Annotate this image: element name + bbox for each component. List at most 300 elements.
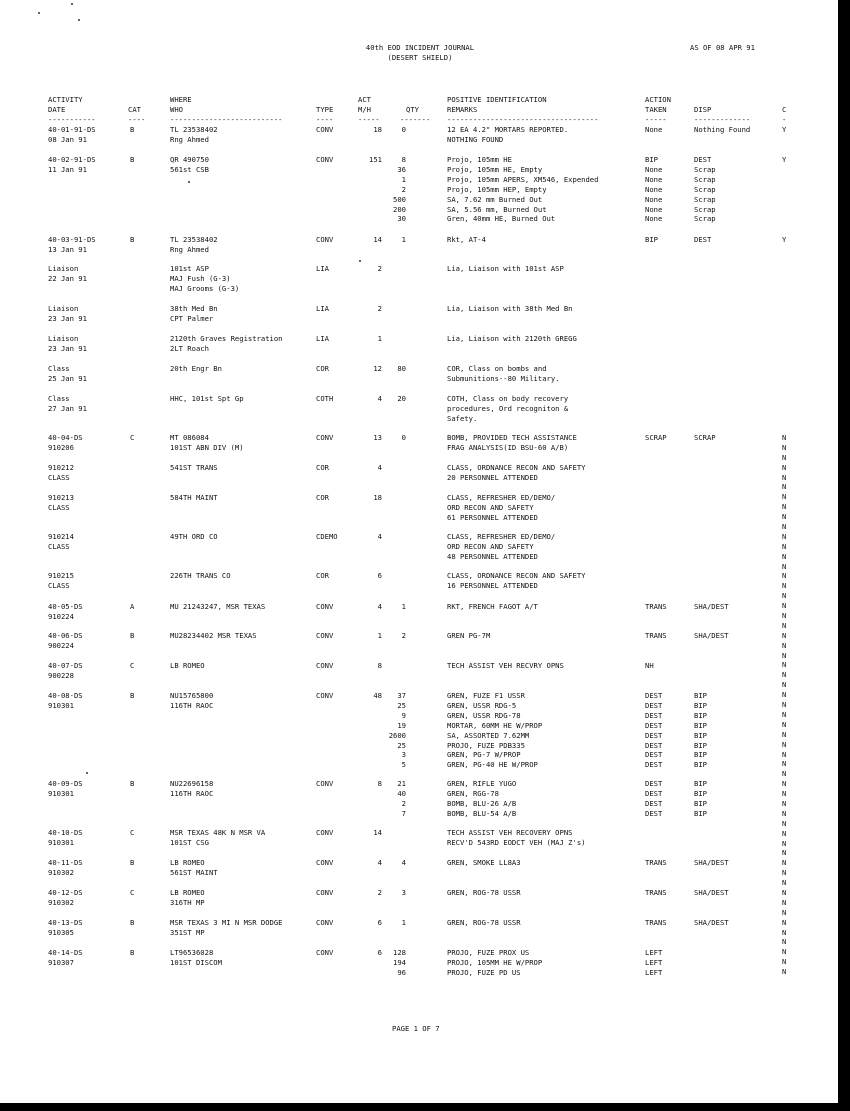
remark: GREN, USSR RDG-5 [447, 700, 517, 710]
man-hours: 6 [377, 918, 382, 927]
activity-id: Liaison [48, 264, 79, 273]
activity-date: CLASS [48, 502, 70, 512]
action-taken: TRANS [645, 858, 667, 867]
activity-date: CLASS [48, 541, 70, 551]
header-cat: CAT [128, 105, 141, 114]
disposition: BIP [694, 760, 707, 770]
quantity: 25 [397, 700, 406, 710]
remark: BOMB, PROVIDED TECH ASSISTANCE [447, 433, 577, 442]
category: C [130, 828, 135, 837]
remark: Projo, 105mm HEP, Empty [447, 184, 547, 194]
c-flag: Y [782, 125, 787, 134]
quantity: 1 [401, 602, 406, 611]
quantity: 3 [401, 750, 406, 760]
where-who-line: 49TH ORD CO [170, 532, 218, 541]
c-flag-n: N [782, 571, 787, 581]
quantity: 4 [401, 858, 406, 867]
action-taken: None [645, 214, 663, 224]
activity-type: CDEMO [316, 532, 338, 541]
disposition: BIP [694, 808, 707, 818]
disposition: BIP [694, 730, 707, 740]
where-who-line: 541ST TRANS [170, 463, 218, 472]
c-flag-n: N [782, 650, 787, 660]
remark: GREN, ROG-78 USSR [447, 918, 521, 927]
action-taken: None [645, 184, 663, 194]
activity-cell [48, 264, 87, 284]
underline: ----------------------------------- [447, 115, 599, 124]
activity-date: 900224 [48, 640, 74, 650]
activity-type: CONV [316, 155, 334, 164]
where-who-line: 116TH RAOC [170, 788, 214, 798]
remark: GREN, RIFLE YUGO [447, 779, 517, 788]
header-qty: QTY [406, 105, 419, 114]
where-who-line: 226TH TRANS CO [170, 571, 231, 580]
activity-date: CLASS [48, 472, 70, 482]
disposition: SHA/DEST [694, 602, 729, 611]
remark: GREN, SMOKE LL8A3 [447, 858, 521, 867]
c-flag-n: N [782, 531, 787, 541]
remark: COTH, Class on body recovery [447, 394, 569, 403]
activity-type: LIA [316, 334, 329, 343]
c-flag-n: N [782, 581, 787, 591]
c-flag-n: N [782, 937, 787, 947]
action-taken: DEST [645, 730, 663, 740]
header-date: DATE [48, 104, 66, 114]
where-who-line: 20th Engr Bn [170, 364, 222, 373]
remark: SA, 5.56 mm, Burned Out [447, 204, 547, 214]
activity-cell [48, 304, 87, 324]
c-flag-n: N [782, 808, 787, 818]
remark: 20 PERSONNEL ATTENDED [447, 472, 538, 482]
c-flag-n: N [782, 798, 787, 808]
activity-type: COR [316, 493, 329, 502]
c-flag-n: N [782, 818, 787, 828]
where-who-line: 2LT Roach [170, 343, 209, 353]
remark: CLASS, REFRESHER ED/DEMO/ [447, 532, 556, 541]
quantity: 2 [401, 631, 406, 640]
where-who-cell [170, 948, 222, 968]
where-who-cell [170, 918, 283, 938]
activity-type: CONV [316, 433, 334, 442]
c-flag-n: N [782, 660, 787, 670]
activity-cell [48, 463, 74, 483]
action-taken: DEST [645, 740, 663, 750]
activity-date: 13 Jan 91 [48, 244, 87, 254]
where-who-cell [170, 779, 213, 799]
scan-speck [188, 181, 190, 183]
man-hours: 12 [373, 364, 382, 373]
quantity: 8 [401, 155, 406, 164]
quantity: 500 [393, 194, 406, 204]
activity-cell [48, 779, 83, 799]
c-flag-n: N [782, 630, 787, 640]
man-hours: 1 [377, 334, 382, 343]
activity-type: CONV [316, 888, 334, 897]
where-who-line: NU22696158 [170, 779, 214, 788]
activity-date: 910305 [48, 927, 74, 937]
activity-type: COR [316, 364, 329, 373]
disposition: BIP [694, 691, 707, 700]
activity-id: 910212 [48, 463, 74, 472]
activity-cell [48, 334, 87, 354]
remark: PROJO, FUZE PDB335 [447, 740, 525, 750]
where-who-line: NU15765800 [170, 691, 214, 700]
where-who-line: MSR TEXAS 48K N MSR VA [170, 828, 266, 837]
activity-type: CONV [316, 918, 334, 927]
where-who-cell [170, 264, 239, 294]
underline: ----- [645, 115, 667, 124]
activity-id: 40-03-91-DS [48, 235, 96, 244]
disposition: SHA/DEST [694, 858, 729, 867]
c-flag-n: N [782, 917, 787, 927]
where-who-line: MU 21243247, MSR TEXAS [170, 602, 266, 611]
disposition: Scrap [694, 184, 716, 194]
where-who-line: 2120th Graves Registration [170, 334, 283, 343]
category: C [130, 661, 135, 670]
c-flag-n: N [782, 482, 787, 492]
remark: 48 PERSONNEL ATTENDED [447, 551, 538, 561]
activity-id: 40-01-91-DS [48, 125, 96, 134]
c-flag-n: N [782, 848, 787, 858]
as-of-date: AS OF 08 APR 91 [690, 43, 755, 52]
remark: Safety. [447, 413, 478, 423]
action-taken: TRANS [645, 631, 667, 640]
category: B [130, 155, 135, 164]
remark: GREN, ROG-78 USSR [447, 888, 521, 897]
header-type: TYPE [316, 105, 334, 114]
category: A [130, 602, 135, 611]
where-who-line: LB ROMEO [170, 661, 205, 670]
remark: Projo, 105mm HE [447, 155, 512, 164]
c-flag-n: N [782, 433, 787, 442]
quantity: 200 [393, 204, 406, 214]
remark: GREN, FUZE F1 USSR [447, 691, 525, 700]
c-flag-n: N [782, 611, 787, 621]
underline: -------------------------- [170, 115, 283, 124]
man-hours: 4 [377, 532, 382, 541]
where-who-line: LB ROMEO [170, 858, 205, 867]
activity-id: 40-07-DS [48, 661, 83, 670]
quantity: 128 [393, 948, 406, 957]
category: B [130, 779, 135, 788]
c-flag-n: N [782, 690, 787, 700]
activity-cell [48, 631, 83, 651]
activity-date: 900228 [48, 670, 74, 680]
header-mh: M/H [358, 104, 371, 114]
c-flag-n: N [782, 591, 787, 601]
activity-cell [48, 235, 96, 255]
activity-type: CONV [316, 235, 334, 244]
man-hours: 4 [377, 858, 382, 867]
remark: ORD RECON AND SAFETY [447, 502, 534, 512]
activity-type: CONV [316, 948, 334, 957]
category: B [130, 858, 135, 867]
remark: GREN, PG-40 HE W/PROP [447, 760, 538, 770]
disposition: DEST [694, 235, 712, 244]
activity-type: CONV [316, 691, 334, 700]
disposition: BIP [694, 779, 707, 788]
disposition: SHA/DEST [694, 888, 729, 897]
where-who-cell [170, 433, 244, 453]
c-flag-n: N [782, 858, 787, 868]
man-hours: 14 [373, 235, 382, 244]
quantity: 2 [401, 184, 406, 194]
activity-id: 910213 [48, 493, 74, 502]
action-taken: DEST [645, 779, 663, 788]
action-taken: SCRAP [645, 433, 667, 442]
action-taken: DEST [645, 798, 663, 808]
activity-id: 40-12-DS [48, 888, 83, 897]
category: C [130, 433, 135, 442]
man-hours: 48 [373, 691, 382, 700]
where-who-line: 316TH MP [170, 897, 205, 907]
quantity: 5 [401, 760, 406, 770]
disposition: Scrap [694, 174, 716, 184]
action-taken: DEST [645, 691, 663, 700]
disposition: BIP [694, 710, 707, 720]
where-who-cell [170, 532, 218, 542]
man-hours: 6 [377, 948, 382, 957]
activity-type: COTH [316, 394, 334, 403]
man-hours: 4 [377, 602, 382, 611]
c-flag-n: N [782, 739, 787, 749]
where-who-cell [170, 691, 213, 711]
where-who-cell [170, 364, 222, 374]
action-taken: TRANS [645, 602, 667, 611]
remark: 16 PERSONNEL ATTENDED [447, 580, 538, 590]
where-who-cell [170, 631, 257, 641]
c-flag-n: N [782, 462, 787, 472]
disposition: BIP [694, 720, 707, 730]
disposition: BIP [694, 788, 707, 798]
where-who-cell [170, 235, 218, 255]
man-hours: 151 [369, 155, 382, 164]
scan-speck [86, 772, 88, 774]
quantity: 80 [397, 364, 406, 373]
action-taken: DEST [645, 700, 663, 710]
activity-type: LIA [316, 304, 329, 313]
man-hours: 4 [377, 463, 382, 472]
where-who-line: TL 23538402 [170, 125, 218, 134]
c-flag-n: N [782, 561, 787, 571]
activity-id: 40-08-DS [48, 691, 83, 700]
remark: RECV'D 543RD EODCT VEH (MAJ Z's) [447, 837, 586, 847]
quantity: 7 [401, 808, 406, 818]
quantity: 19 [397, 720, 406, 730]
activity-cell [48, 493, 74, 513]
man-hours: 8 [377, 779, 382, 788]
activity-id: 40-02-91-DS [48, 155, 96, 164]
disposition: Scrap [694, 204, 716, 214]
c-flag-n: N [782, 957, 787, 967]
remark: GREN, PG-7 W/PROP [447, 750, 521, 760]
action-taken: DEST [645, 750, 663, 760]
action-taken: DEST [645, 788, 663, 798]
header-remarks: REMARKS [447, 104, 478, 114]
action-taken: None [645, 174, 663, 184]
disposition: SHA/DEST [694, 631, 729, 640]
where-who-line: MT 086084 [170, 433, 209, 442]
activity-id: 40-10-DS [48, 828, 83, 837]
action-taken: NH [645, 661, 654, 670]
c-flag-n: N [782, 729, 787, 739]
activity-date: 22 Jan 91 [48, 273, 87, 283]
where-who-line: 101ST DISCOM [170, 957, 222, 967]
man-hours: 1 [377, 631, 382, 640]
action-taken: BIP [645, 155, 658, 164]
where-who-cell [170, 394, 244, 404]
activity-date: 910307 [48, 957, 74, 967]
remark: CLASS, REFRESHER ED/DEMO/ [447, 493, 556, 502]
quantity: 9 [401, 710, 406, 720]
quantity: 2 [401, 798, 406, 808]
where-who-cell [170, 858, 218, 878]
activity-cell [48, 888, 83, 908]
man-hours: 14 [373, 828, 382, 837]
category: B [130, 918, 135, 927]
scan-speck [78, 19, 80, 21]
remark: Lia, Liaison with 38th Med Bn [447, 304, 573, 313]
remark: ORD RECON AND SAFETY [447, 541, 534, 551]
header-c: C [782, 105, 787, 114]
activity-id: 40-14-DS [48, 948, 83, 957]
remark: Projo, 105mm APERS, XM546, Expended [447, 174, 599, 184]
quantity: 20 [397, 394, 406, 403]
activity-date: 910224 [48, 611, 74, 621]
header-taken: TAKEN [645, 104, 667, 114]
activity-date: 23 Jan 91 [48, 313, 87, 323]
remark: Rkt, AT-4 [447, 235, 486, 244]
activity-id: Liaison [48, 304, 79, 313]
category: B [130, 235, 135, 244]
action-taken: DEST [645, 760, 663, 770]
quantity: 1 [401, 235, 406, 244]
activity-cell [48, 364, 87, 384]
action-taken: BIP [645, 235, 658, 244]
activity-type: CONV [316, 858, 334, 867]
c-flag-n: N [782, 640, 787, 650]
c-flag: Y [782, 235, 787, 244]
remark: PROJO, FUZE PD US [447, 967, 521, 977]
activity-date: 25 Jan 91 [48, 373, 87, 383]
remark: BOMB, BLU-54 A/B [447, 808, 517, 818]
where-who-cell [170, 304, 218, 324]
action-taken: LEFT [645, 948, 663, 957]
where-who-cell [170, 463, 218, 473]
activity-id: Class [48, 364, 70, 373]
man-hours: 8 [377, 661, 382, 670]
underline: ----------- [48, 115, 96, 124]
c-flag-n: N [782, 967, 787, 977]
c-flag-n: N [782, 492, 787, 502]
scan-speck [359, 260, 361, 262]
category: B [130, 948, 135, 957]
c-flag-n: N [782, 551, 787, 561]
activity-id: 910214 [48, 532, 74, 541]
where-who-cell [170, 334, 283, 354]
where-who-line: LT96536028 [170, 948, 214, 957]
where-who-line: 101st ASP [170, 264, 209, 273]
activity-date: 910301 [48, 700, 74, 710]
category: C [130, 888, 135, 897]
c-flag: Y [782, 155, 787, 164]
remark: SA, ASSORTED 7.62MM [447, 730, 530, 740]
man-hours: 13 [373, 433, 382, 442]
underline: ----- [358, 115, 380, 124]
c-flag-n: N [782, 502, 787, 512]
where-who-line: CPT Palmer [170, 313, 214, 323]
remark: CLASS, ORDNANCE RECON AND SAFETY [447, 463, 586, 472]
activity-date: 910301 [48, 837, 74, 847]
c-column-flags [782, 433, 792, 977]
activity-date: CLASS [48, 580, 70, 590]
activity-date: 910302 [48, 897, 74, 907]
activity-cell [48, 602, 83, 622]
c-flag-n: N [782, 838, 787, 848]
activity-type: COR [316, 463, 329, 472]
quantity: 1 [401, 918, 406, 927]
c-flag-n: N [782, 907, 787, 917]
action-taken: LEFT [645, 967, 663, 977]
where-who-line: LB ROMEO [170, 888, 205, 897]
quantity: 36 [397, 164, 406, 174]
underline: ---- [128, 115, 146, 124]
remark: FRAG ANALYSIS(ID BSU-60 A/B) [447, 442, 569, 452]
man-hours: 18 [373, 493, 382, 502]
c-flag-n: N [782, 452, 787, 462]
remark: 61 PERSONNEL ATTENDED [447, 512, 538, 522]
remark: CLASS, ORDNANCE RECON AND SAFETY [447, 571, 586, 580]
header-who: WHO [170, 104, 183, 114]
disposition: Scrap [694, 194, 716, 204]
remark: TECH ASSIST VEH RECVRY OPNS [447, 661, 564, 670]
activity-type: CONV [316, 779, 334, 788]
activity-date: 27 Jan 91 [48, 403, 87, 413]
c-flag-n: N [782, 769, 787, 779]
where-who-cell [170, 571, 231, 581]
where-who-line: 351ST MP [170, 927, 205, 937]
where-who-line: Rng Ahmed [170, 244, 209, 254]
journal-subtitle: (DESERT SHIELD) [387, 53, 453, 62]
where-who-cell [170, 155, 209, 175]
action-taken: TRANS [645, 918, 667, 927]
activity-cell [48, 858, 83, 878]
remark: SA, 7.62 mm Burned Out [447, 194, 543, 204]
disposition: SHA/DEST [694, 918, 729, 927]
activity-id: 910215 [48, 571, 74, 580]
c-flag-n: N [782, 789, 787, 799]
where-who-cell [170, 493, 218, 503]
man-hours: 6 [377, 571, 382, 580]
activity-id: 40-06-DS [48, 631, 83, 640]
activity-date: 08 Jan 91 [48, 134, 87, 144]
where-who-cell [170, 828, 265, 848]
activity-type: CONV [316, 125, 334, 134]
remark: TECH ASSIST VEH RECOVERY OPNS [447, 828, 573, 837]
quantity: 25 [397, 740, 406, 750]
c-flag-n: N [782, 620, 787, 630]
underline: ------- [400, 115, 431, 124]
quantity: 21 [397, 779, 406, 788]
c-flag-n: N [782, 670, 787, 680]
activity-date: 23 Jan 91 [48, 343, 87, 353]
activity-cell [48, 691, 83, 711]
disposition: BIP [694, 798, 707, 808]
quantity: 40 [397, 788, 406, 798]
man-hours: 18 [373, 125, 382, 134]
header-act: ACT [358, 95, 371, 104]
activity-cell [48, 828, 83, 848]
